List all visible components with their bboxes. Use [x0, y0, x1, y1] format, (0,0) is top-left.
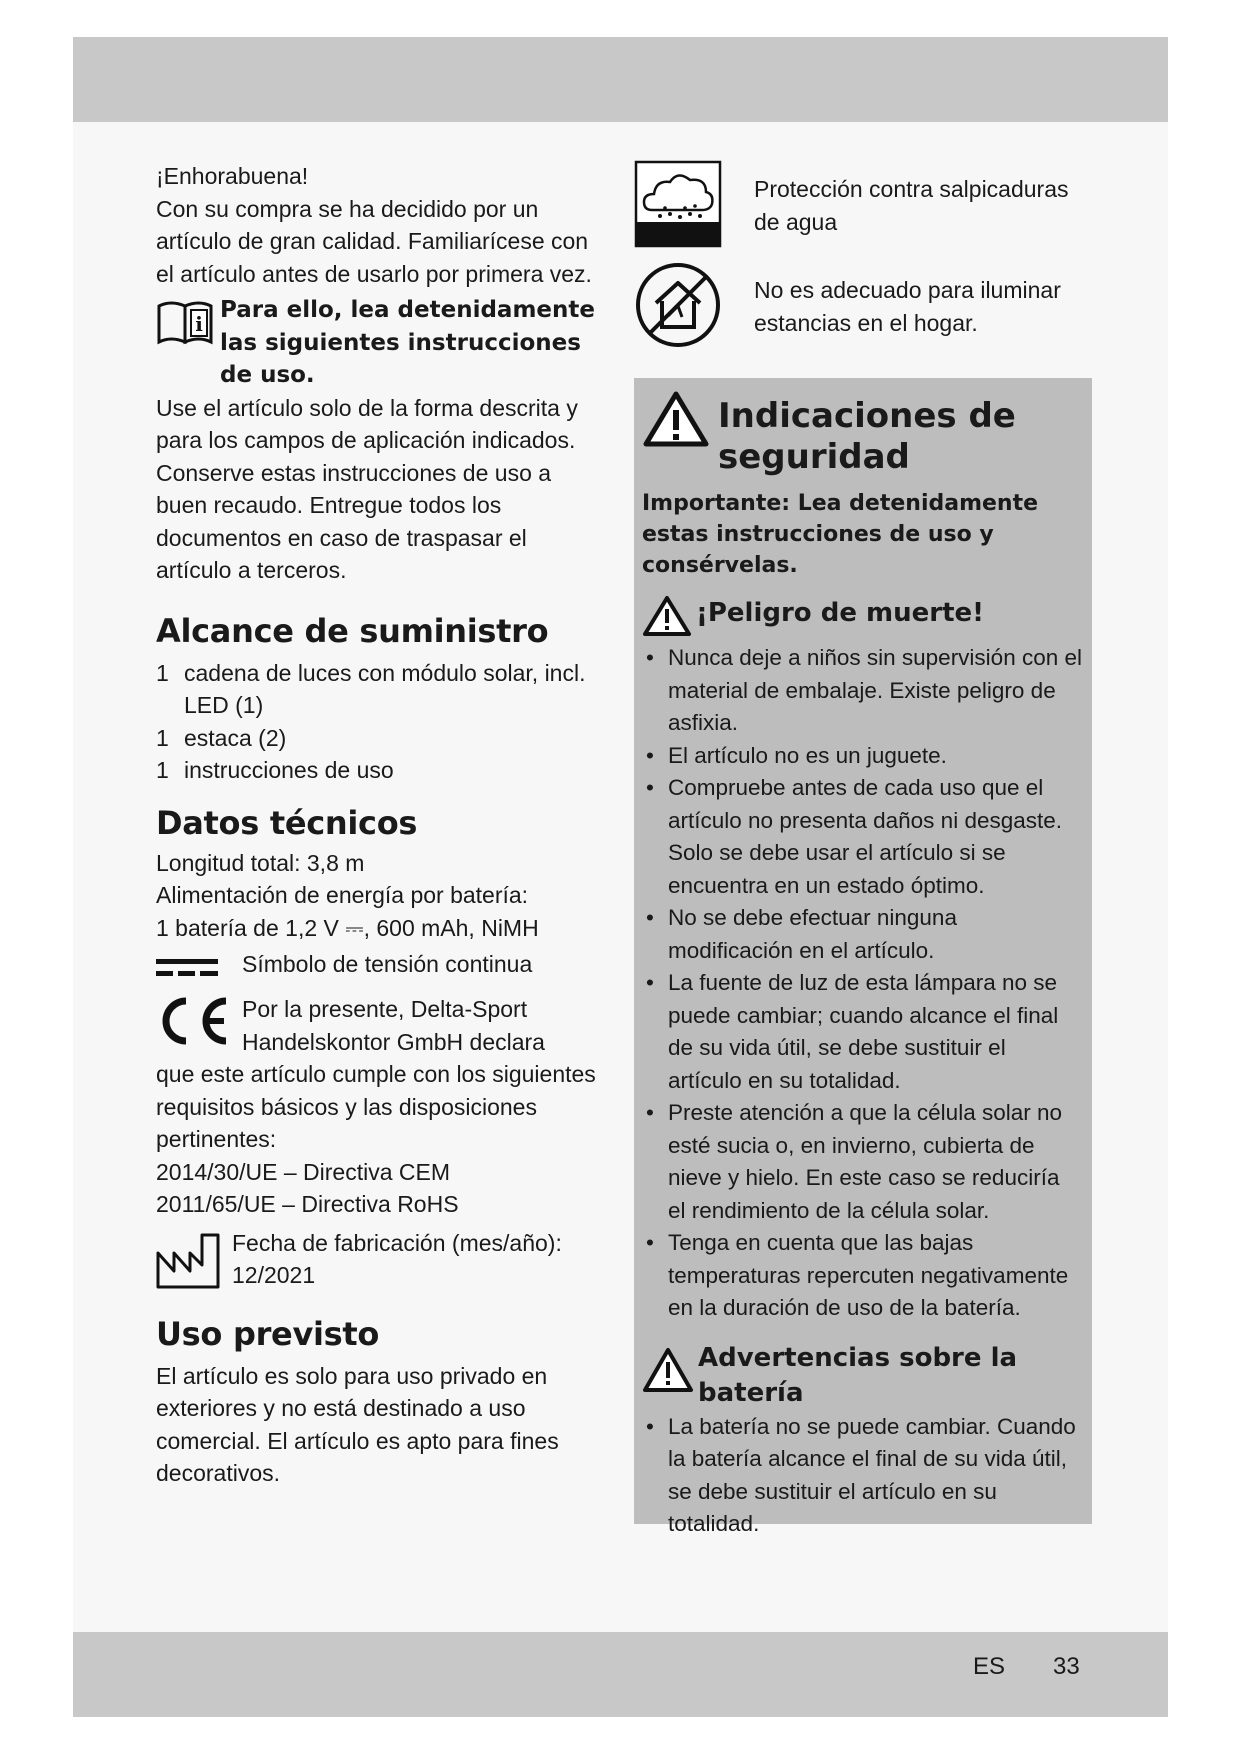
- direct-current-icon: [156, 948, 242, 983]
- left-column: [156, 160, 602, 1490]
- usage-paragraph: Use el artículo solo de la forma descrita y para los campos de aplicación indicados. Conserve estas instrucciones de uso a buen recaudo. Entregue todos los documentos en caso de traspasar el artículo a terceros.: [156, 394, 578, 583]
- section-title-alcance: Alcance de suministro: [156, 611, 549, 650]
- danger-title-row: [642, 595, 1082, 642]
- footer-language: ES: [973, 1653, 1006, 1680]
- section-title-datos: Datos técnicos: [156, 803, 418, 842]
- read-instructions-note: [156, 294, 602, 392]
- longitud-text: Longitud total: 3,8 m: [156, 849, 365, 876]
- ce-declaration-row: [156, 993, 602, 1058]
- list-item: • Compruebe antes de cada uso que el artículo no presenta daños ni desgaste. Solo se debe usar el artículo si se encuentra en un estado óptimo.: [642, 772, 1082, 902]
- danger-list: [642, 642, 1082, 1325]
- intro-paragraph: Con su compra se ha decidido por un artículo de gran calidad. Familiarícese con el artículo antes de usarlo por primera vez.: [156, 195, 592, 287]
- uso-text: El artículo es solo para uso privado en exteriores y no está destinado a uso comercial. El artículo es apto para fines decorativos.: [156, 1362, 559, 1486]
- read-manual-icon: [156, 294, 220, 392]
- page-number: 33: [1053, 1653, 1080, 1680]
- no-indoor-use-icon: [634, 261, 754, 354]
- list-item: • El artículo no es un juguete.: [642, 740, 1082, 773]
- safety-title: Indicaciones de seguridad: [718, 396, 1016, 477]
- battery-title-row: [642, 1341, 1082, 1411]
- important-note: Importante: Lea detenidamente estas instrucciones de uso y consérvelas.: [642, 491, 1039, 578]
- right-column: [634, 160, 1094, 354]
- section-title-uso: Uso previsto: [156, 1314, 380, 1353]
- supply-list: [156, 657, 602, 787]
- list-item: • La batería no se puede cambiar. Cuando la batería alcance el final de su vida útil, se debe sustituir el artículo en su totalidad.: [642, 1411, 1082, 1541]
- list-item: 1 estaca (2): [156, 724, 287, 751]
- fecha-fabricacion: Fecha de fabricación (mes/año): 12/2021: [232, 1229, 562, 1288]
- manufacture-date-row: [156, 1227, 602, 1294]
- warning-icon: [642, 1341, 698, 1398]
- factory-icon: [156, 1227, 232, 1294]
- safety-box: [634, 378, 1092, 1536]
- list-item: • Tenga en cuenta que las bajas temperaturas repercuten negativamente en la duración de uso de la batería.: [642, 1227, 1082, 1325]
- battery-title: Advertencias sobre la batería: [698, 1342, 1018, 1408]
- read-note-text: Para ello, lea detenidamente las siguientes instrucciones de uso.: [220, 297, 595, 388]
- dc-symbol-row: [156, 948, 602, 983]
- list-item: • La fuente de luz de esta lámpara no se puede cambiar; cuando alcance el final de su vida útil, se debe sustituir el artículo en su totalidad.: [642, 967, 1082, 1097]
- list-item: 1 instrucciones de uso: [156, 757, 394, 783]
- alimentacion-text: Alimentación de energía por batería:: [156, 882, 529, 908]
- bateria-text: 1 batería de 1,2 V ⎓, 600 mAh, NiMH: [156, 914, 539, 941]
- ce-mark-icon: [156, 993, 242, 1054]
- danger-title: ¡Peligro de muerte!: [696, 598, 984, 628]
- ip44-row: [634, 160, 1094, 253]
- svg-text:i: i: [195, 312, 203, 336]
- dc-symbol-text: Símbolo de tensión continua: [242, 951, 533, 977]
- list-item: • No se debe efectuar ninguna modificación en el artículo.: [642, 902, 1082, 967]
- no-indoor-row: [634, 261, 1094, 354]
- warning-icon: [642, 595, 696, 642]
- list-item: • Nunca deje a niños sin supervisión con el material de embalaje. Existe peligro de asfixia.: [642, 642, 1082, 740]
- header-band: [73, 37, 1168, 122]
- safety-title-row: [642, 384, 1082, 478]
- directiva-cem: 2014/30/UE – Directiva CEM: [156, 1158, 451, 1185]
- battery-list: [642, 1411, 1082, 1541]
- no-indoor-text: No es adecuado para iluminar estancias en el hogar.: [754, 277, 1061, 336]
- ip44-text: Protección contra salpicaduras de agua: [754, 176, 1069, 235]
- ce-text-1: Por la presente, Delta-Sport Handelskontor GmbH declara: [242, 996, 545, 1055]
- list-item: 1 cadena de luces con módulo solar, incl. LED (1): [156, 659, 586, 718]
- directiva-rohs: 2011/65/UE – Directiva RoHS: [156, 1191, 459, 1217]
- warning-icon: [642, 384, 718, 453]
- list-item: • Preste atención a que la célula solar no esté sucia o, en invierno, cubierta de nieve y hielo. En este caso se reduciría el rendimiento de la célula solar.: [642, 1097, 1082, 1227]
- greeting: ¡Enhorabuena!: [156, 163, 309, 189]
- splash-water-icon: [634, 160, 754, 253]
- ce-text-2: que este artículo cumple con los siguientes requisitos básicos y las disposiciones pertinentes:: [156, 1061, 596, 1152]
